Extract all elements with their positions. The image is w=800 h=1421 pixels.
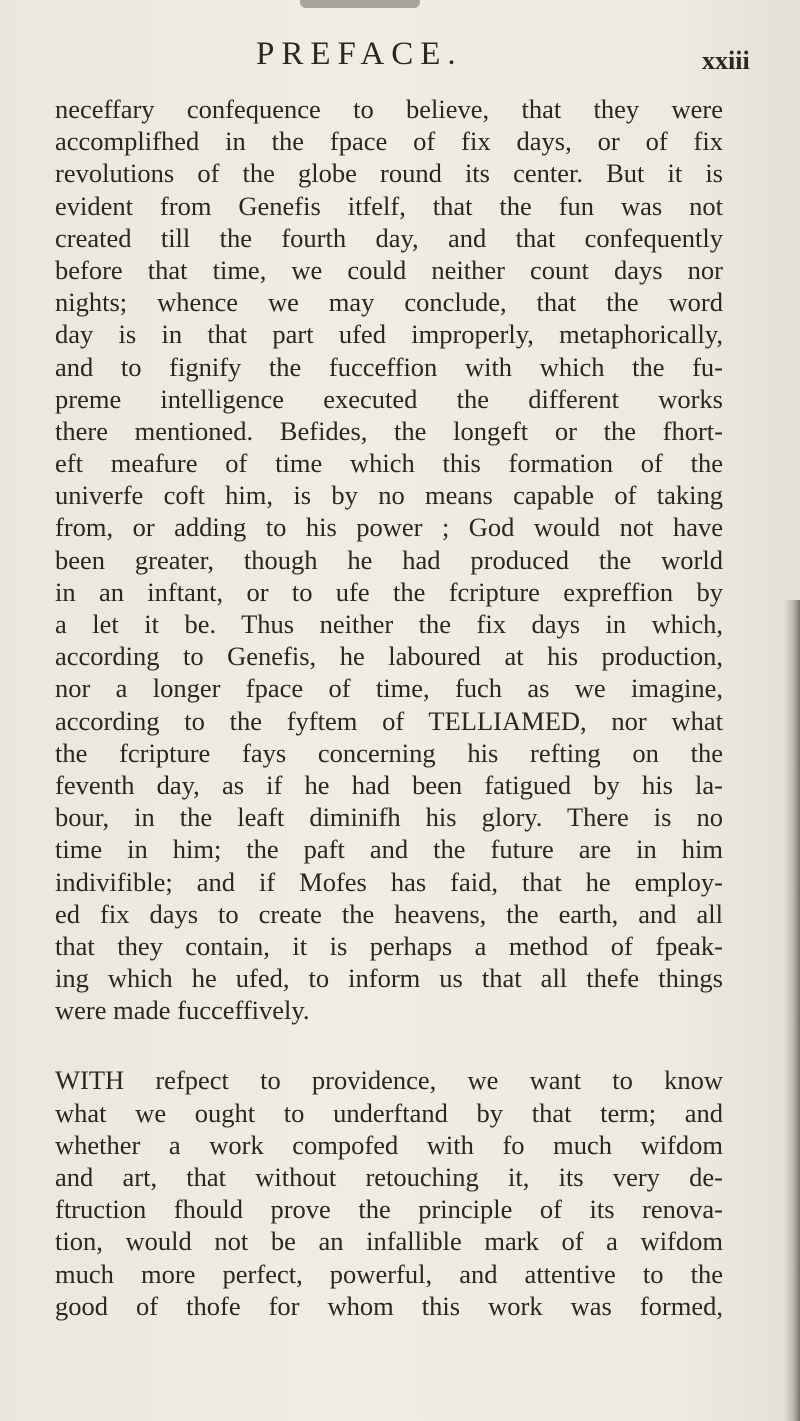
text-line: much more perfect, powerful, and attentive to the <box>55 1258 723 1289</box>
text-line: indivifible; and if Mofes has faid, that he employ- <box>55 866 723 897</box>
text-line: nor a longer fpace of time, fuch as we imagine, <box>55 673 723 704</box>
text-line: WITH refpect to providence, we want to know <box>55 1065 723 1096</box>
text-line: were made fucceffively. <box>55 995 310 1026</box>
text-line: the fcripture fays concerning his refting on the <box>55 737 723 768</box>
paragraph-1 <box>55 93 723 1026</box>
text-line: in an inftant, or to ufe the fcripture expreffion by <box>55 576 723 607</box>
text-line: univerfe coft him, is by no means capable of taking <box>55 480 723 511</box>
text-line: a let it be. Thus neither the fix days in which, <box>55 609 723 639</box>
text-line: bour, in the leaft diminifh his glory. There is no <box>55 802 723 833</box>
text-line: whether a work compofed with fo much wifdom <box>55 1129 723 1160</box>
text-line: what we ought to underftand by that term; and <box>55 1097 723 1128</box>
text-line: and art, that without retouching it, its very de- <box>55 1162 723 1192</box>
binding-shadow <box>300 0 420 8</box>
text-line: ftruction fhould prove the principle of its renova- <box>55 1194 723 1225</box>
text-line: from, or adding to his power ; God would not have <box>55 512 723 543</box>
text-line: that they contain, it is perhaps a method of fpeak- <box>55 930 723 961</box>
page-number: xxiii <box>702 46 750 75</box>
text-line: created till the fourth day, and that confequently <box>55 222 723 253</box>
text-line: evident from Genefis itfelf, that the fun was not <box>55 190 723 221</box>
body-text <box>55 93 723 1322</box>
text-line: eft meafure of time which this formation of the <box>55 448 723 479</box>
text-line: feventh day, as if he had been fatigued by his la- <box>55 769 723 800</box>
text-line: neceffary confequence to believe, that they were <box>55 94 723 124</box>
text-line: tion, would not be an infallible mark of a wifdom <box>55 1226 723 1257</box>
text-line: been greater, though he had produced the world <box>55 544 723 575</box>
paragraph-gap <box>55 1026 723 1064</box>
paragraph-2 <box>55 1064 723 1322</box>
text-line: revolutions of the globe round its center. But it is <box>55 158 723 189</box>
text-line: nights; whence we may conclude, that the word <box>55 287 723 318</box>
running-title: PREFACE. <box>256 36 463 72</box>
page-header <box>0 36 800 76</box>
text-line: before that time, we could neither count days nor <box>55 254 723 285</box>
text-line: good of thofe for whom this work was formed, <box>55 1290 723 1321</box>
text-line: accomplifhed in the fpace of fix days, or of fix <box>55 126 723 157</box>
text-line: time in him; the paft and the future are in him <box>55 834 723 865</box>
text-line: ed fix days to create the heavens, the earth, and all <box>55 898 723 929</box>
page-edge-shadow <box>784 600 800 1421</box>
text-line: preme intelligence executed the different works <box>55 383 723 414</box>
text-line: ing which he ufed, to inform us that all thefe things <box>55 963 723 994</box>
text-line: and to fignify the fucceffion with which the fu- <box>55 351 723 382</box>
text-line: there mentioned. Befides, the longeft or the fhort- <box>55 415 723 446</box>
text-line: according to Genefis, he laboured at his production, <box>55 641 723 672</box>
text-line: according to the fyftem of TELLIAMED, nor what <box>55 705 723 736</box>
text-line: day is in that part ufed improperly, metaphorically, <box>55 319 723 350</box>
